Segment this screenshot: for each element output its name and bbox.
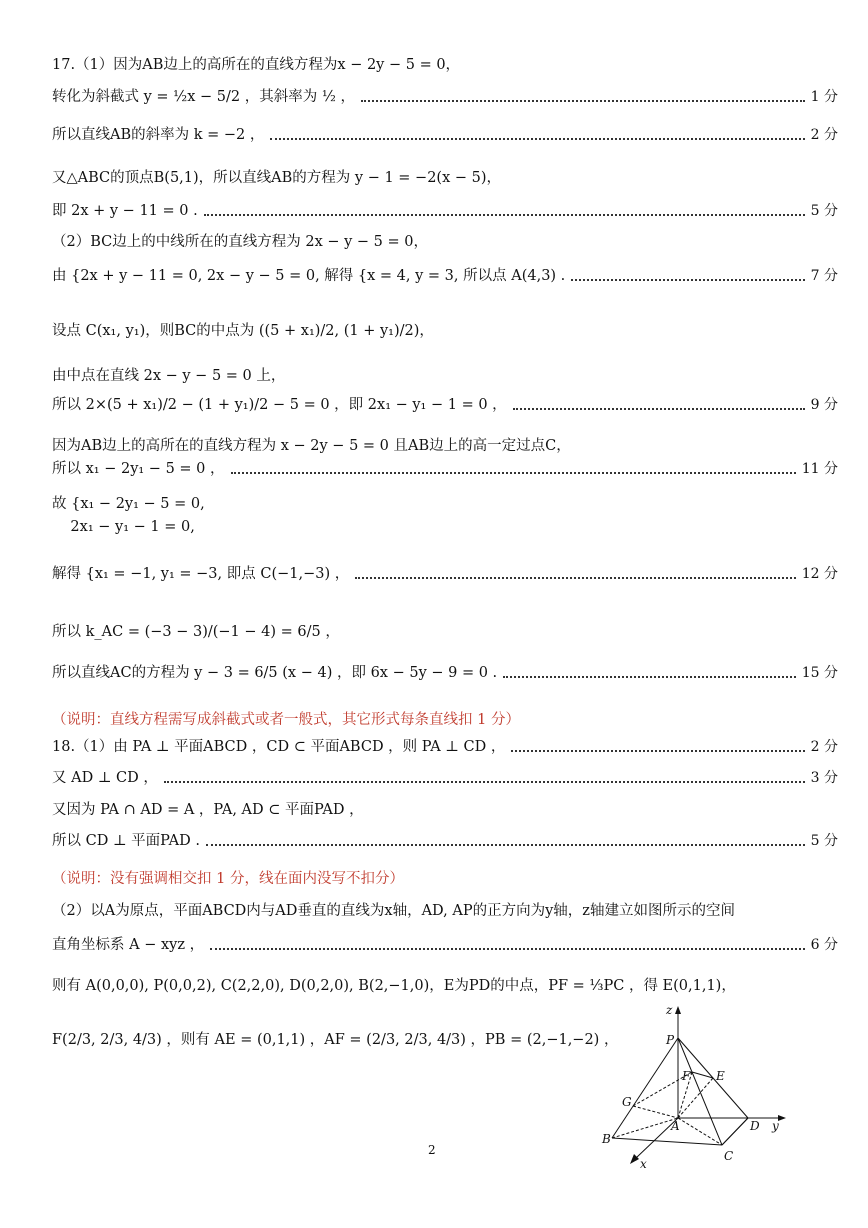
page-number: 2 (428, 1143, 436, 1157)
line-3 (52, 126, 838, 144)
line-text: 所以 2×(5 + x₁)/2 − (1 + y₁)/2 − 5 = 0 ，即 2x₁ − y₁ − 1 = 0 ， (52, 397, 507, 413)
line-text: 由中点在直线 2x − y − 5 = 0 上， (52, 368, 286, 384)
leader-dots (361, 100, 805, 102)
leader-dots (210, 948, 805, 950)
line-23 (52, 936, 838, 954)
label-z: z (666, 1003, 673, 1017)
edge-BC (612, 1138, 722, 1145)
line-text: 转化为斜截式 y = ½x − 5/2 ，其斜率为 ½ ， (52, 89, 355, 105)
leader-dots (270, 138, 804, 140)
leader-dots (231, 472, 796, 474)
edge-PB (612, 1038, 678, 1138)
leader-dots (355, 577, 795, 579)
score-label: 3 分 (810, 770, 838, 786)
line-text: 解得 {x₁ = −1, y₁ = −3, 即点 C(−1,−3) ， (52, 566, 350, 582)
leader-dots (204, 214, 805, 216)
y-axis-arrow (778, 1115, 786, 1121)
note-line-2 (52, 870, 838, 888)
line-text: 2x₁ − y₁ − 1 = 0, (52, 519, 195, 535)
edge-PC (678, 1038, 722, 1145)
line-18 (52, 738, 838, 756)
line-10 (52, 396, 838, 414)
line-text: 又 AD ⊥ CD ， (52, 770, 158, 786)
line-text: 又△ABC的顶点B(5,1)，所以直线AB的方程为 y − 1 = −2(x − 5)， (52, 170, 502, 186)
line-9 (52, 367, 838, 385)
line-13 (52, 495, 838, 513)
label-E: E (716, 1069, 725, 1083)
leader-dots (513, 408, 805, 410)
line-text: （2）BC边上的中线所在的直线方程为 2x − y − 5 = 0， (52, 234, 429, 250)
score-label: 5 分 (810, 203, 838, 219)
line-text: 设点 C(x₁, y₁)，则BC的中点为 ((5 + x₁)/2, (1 + y₁)/2)， (52, 323, 434, 339)
line-text: 所以 CD ⊥ 平面PAD . (52, 833, 200, 849)
label-B: B (602, 1132, 611, 1146)
score-label: 12 分 (801, 566, 838, 582)
line-text: 又因为 PA ∩ AD = A ，PA, AD ⊂ 平面PAD ， (52, 802, 364, 818)
score-label: 11 分 (801, 461, 838, 477)
score-label: 2 分 (810, 127, 838, 143)
line-6 (52, 233, 838, 251)
line-1 (52, 56, 838, 74)
score-label: 5 分 (810, 833, 838, 849)
line-text: （2）以A为原点，平面ABCD内与AD垂直的直线为x轴，AD, AP的正方向为y轴，z轴建立如图所示的空间 (52, 903, 735, 919)
score-label: 9 分 (810, 397, 838, 413)
line-text: 因为AB边上的高所在的直线方程为 x − 2y − 5 = 0 且AB边上的高一定过点C， (52, 438, 571, 454)
z-axis-arrow (675, 1006, 681, 1014)
x-axis-arrow (630, 1154, 639, 1164)
score-label: 7 分 (810, 268, 838, 284)
line-text: F(2/3, 2/3, 4/3) ，则有 AE = (0,1,1) ，AF = (2/3, 2/3, 4/3) ，PB = (2,−1,−2) ， (52, 1032, 619, 1048)
note-line-1 (52, 711, 838, 729)
line-21 (52, 832, 838, 850)
leader-dots (571, 279, 804, 281)
label-y: y (772, 1119, 779, 1133)
label-D: D (750, 1119, 760, 1133)
line-7 (52, 267, 838, 285)
line-5 (52, 202, 838, 220)
line-4 (52, 169, 838, 187)
line-14 (52, 518, 838, 536)
line-20 (52, 801, 838, 819)
line-text: 由 {2x + y − 11 = 0, 2x − y − 5 = 0, 解得 {x = 4, y = 3, 所以点 A(4,3) . (52, 268, 566, 284)
line-text: 直角坐标系 A − xyz ， (52, 937, 205, 953)
line-text: 则有 A(0,0,0), P(0,0,2), C(2,2,0), D(0,2,0), B(2,−1,0)，E为PD的中点，PF = ⅓PC ，得 E(0,1,1)， (52, 978, 736, 994)
line-text: 17.（1）因为AB边上的高所在的直线方程为x − 2y − 5 = 0， (52, 57, 461, 73)
line-15 (52, 565, 838, 583)
leader-dots (511, 750, 804, 752)
line-17 (52, 664, 838, 682)
line-text: 所以 k_AC = (−3 − 3)/(−1 − 4) = 6/5 ， (52, 624, 340, 640)
label-A: A (671, 1119, 680, 1133)
edge-DC (722, 1118, 748, 1145)
line-2 (52, 88, 838, 106)
line-text: 18.（1）由 PA ⊥ 平面ABCD ，CD ⊂ 平面ABCD ，则 PA ⊥ CD ， (52, 739, 506, 755)
label-C: C (724, 1149, 734, 1163)
leader-dots (206, 844, 805, 846)
line-12 (52, 460, 838, 478)
line-text: 所以 x₁ − 2y₁ − 5 = 0 ， (52, 461, 225, 477)
segment-GA (633, 1106, 678, 1118)
edge-AC (678, 1118, 722, 1145)
score-label: 1 分 (810, 89, 838, 105)
score-label: 15 分 (801, 665, 838, 681)
label-P: P (666, 1033, 675, 1047)
pyramid-coordinate-figure (590, 1000, 800, 1180)
line-16 (52, 623, 838, 641)
label-G: G (622, 1095, 632, 1109)
line-text: 故 {x₁ − 2y₁ − 5 = 0, (52, 496, 205, 512)
label-x: x (640, 1157, 647, 1171)
line-text: 所以直线AC的方程为 y − 3 = 6/5 (x − 4) ，即 6x − 5y − 9 = 0 . (52, 665, 498, 681)
line-22 (52, 902, 838, 920)
score-label: 2 分 (810, 739, 838, 755)
score-label: 6 分 (810, 937, 838, 953)
line-19 (52, 769, 838, 787)
line-text: 即 2x + y − 11 = 0 . (52, 203, 198, 219)
note-text: （说明：没有强调相交扣 1 分，线在面内没写不扣分） (52, 871, 404, 887)
label-F: F (682, 1069, 691, 1083)
note-text: （说明：直线方程需写成斜截式或者一般式，其它形式每条直线扣 1 分） (52, 712, 520, 728)
line-text: 所以直线AB的斜率为 k = −2 ， (52, 127, 265, 143)
leader-dots (503, 676, 796, 678)
line-8 (52, 322, 838, 340)
line-11 (52, 437, 838, 455)
leader-dots (164, 781, 805, 783)
line-24 (52, 977, 838, 995)
segment-AE (678, 1078, 713, 1118)
